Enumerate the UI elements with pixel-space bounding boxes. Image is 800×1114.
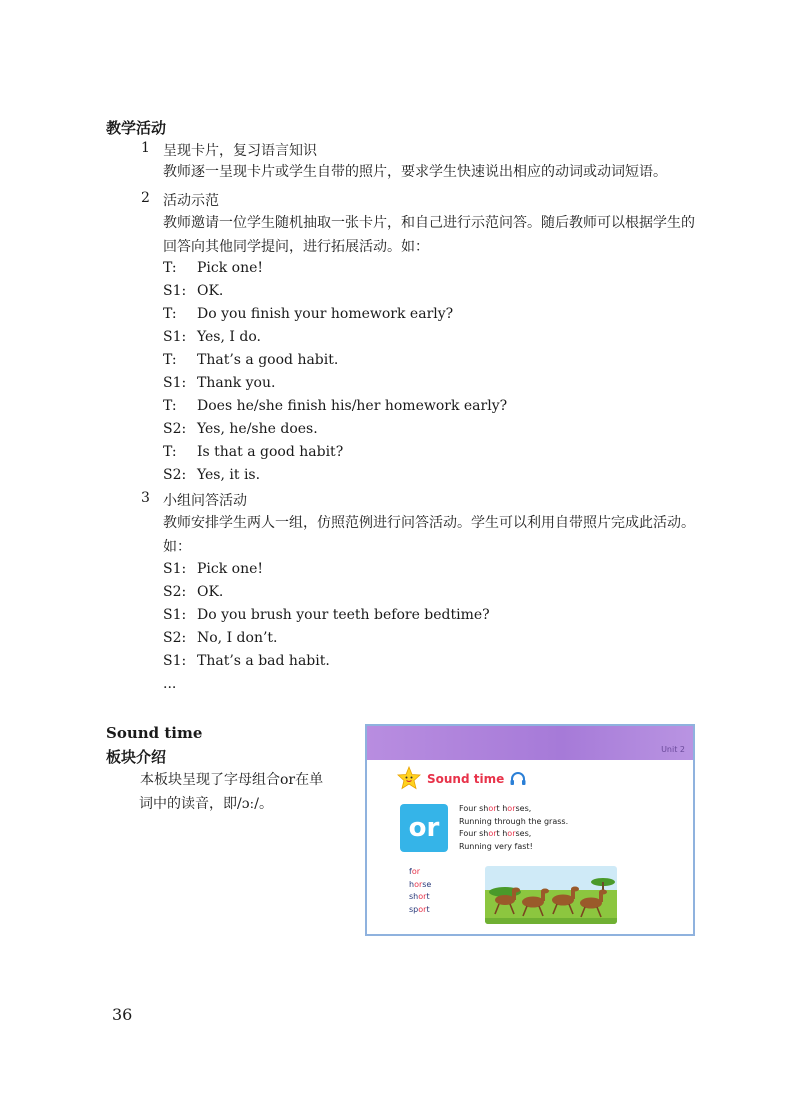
step-description: 教师邀请一位学生随机抽取一张卡片，和自己进行示范问答。随后教师可以根据学生的回答向其他同学提问，进行拓展活动。如：	[163, 215, 695, 255]
intro-line: 词中的读音，即/ɔː/。	[139, 796, 273, 812]
unit-label: Unit 2	[661, 745, 685, 754]
utterance: Yes, it is.	[197, 467, 261, 483]
letter-combination-card: or	[400, 804, 448, 852]
speaker: S2:	[163, 421, 187, 437]
step-title: 小组问答活动	[163, 493, 247, 509]
utterance: OK.	[197, 283, 224, 299]
dialogue-line	[163, 444, 343, 460]
word-item: short	[409, 892, 430, 901]
dialogue-line	[163, 421, 318, 437]
section-heading-teaching: 教学活动	[106, 119, 167, 137]
running-horses-picture	[485, 866, 617, 924]
speaker: T:	[163, 352, 177, 368]
step-number: 1	[141, 140, 150, 156]
speaker: T:	[163, 444, 177, 460]
rhyme-line: Running very fast!	[459, 841, 533, 851]
speaker: S1:	[163, 283, 187, 299]
word-list	[409, 866, 431, 916]
ellipsis: ...	[163, 676, 177, 692]
dialogue-line	[163, 375, 275, 391]
dialogue-line	[163, 584, 223, 600]
step-title: 活动示范	[163, 193, 219, 209]
speaker: T:	[163, 306, 177, 322]
dialogue-line	[163, 260, 263, 276]
unit-banner	[367, 726, 693, 760]
speaker: S2:	[163, 630, 187, 646]
headphone-icon	[509, 770, 527, 788]
dialogue-line	[163, 329, 261, 345]
rhyme-text	[459, 803, 568, 853]
utterance: Do you brush your teeth before bedtime?	[197, 607, 490, 623]
utterance: Yes, he/she does.	[197, 421, 318, 437]
utterance: Pick one!	[197, 260, 264, 276]
intro-line: 本板块呈现了字母组合or在单	[140, 772, 324, 788]
speaker: S1:	[163, 607, 187, 623]
utterance: Yes, I do.	[197, 329, 261, 345]
utterance: Do you finish your homework early?	[197, 306, 454, 322]
dialogue-line	[163, 653, 330, 669]
section-intro	[140, 768, 350, 816]
section-subheading: 板块介绍	[106, 748, 167, 766]
speaker: S1:	[163, 375, 187, 391]
speaker: S1:	[163, 653, 187, 669]
speaker: T:	[163, 398, 177, 414]
speaker: S2:	[163, 584, 187, 600]
word-item: sport	[409, 904, 430, 914]
utterance: Thank you.	[197, 375, 276, 391]
star-icon	[397, 766, 421, 790]
utterance: That’s a bad habit.	[197, 653, 330, 669]
dialogue-line	[163, 607, 490, 623]
textbook-illustration	[365, 724, 695, 936]
rhyme-line: Running through the grass.	[459, 816, 569, 826]
dialogue-line	[163, 306, 453, 322]
step-title: 呈现卡片，复习语言知识	[163, 143, 317, 159]
rhyme-line: Four short horses,	[459, 829, 532, 838]
utterance: OK.	[197, 584, 224, 600]
dialogue-line	[163, 630, 278, 646]
word-item: horse	[409, 879, 432, 889]
speaker: S1:	[163, 561, 187, 577]
speaker: S2:	[163, 467, 187, 483]
speaker: T:	[163, 260, 177, 276]
step-number: 2	[141, 190, 150, 206]
utterance: No, I don’t.	[197, 630, 278, 646]
sound-time-title: Sound time	[427, 772, 505, 786]
step-description: 教师安排学生两人一组，仿照范例进行问答活动。学生可以利用自带照片完成此活动。如：	[163, 515, 695, 555]
dialogue-line	[163, 352, 338, 368]
step-description: 教师逐一呈现卡片或学生自带的照片，要求学生快速说出相应的动词或动词短语。	[163, 164, 667, 180]
speaker: S1:	[163, 329, 187, 345]
dialogue-line	[163, 467, 260, 483]
dialogue-line	[163, 561, 263, 577]
utterance: Does he/she finish his/her homework early?	[197, 398, 508, 414]
word-item: for	[409, 867, 421, 876]
step-number: 3	[141, 490, 150, 506]
page-number: 36	[112, 1005, 133, 1024]
dialogue-line	[163, 398, 507, 414]
utterance: Pick one!	[197, 561, 264, 577]
rhyme-line: Four short horses,	[459, 804, 532, 813]
section-heading-sound-time: Sound time	[106, 724, 203, 742]
utterance: Is that a good habit?	[197, 444, 344, 460]
dialogue-line	[163, 283, 223, 299]
utterance: That’s a good habit.	[197, 352, 339, 368]
